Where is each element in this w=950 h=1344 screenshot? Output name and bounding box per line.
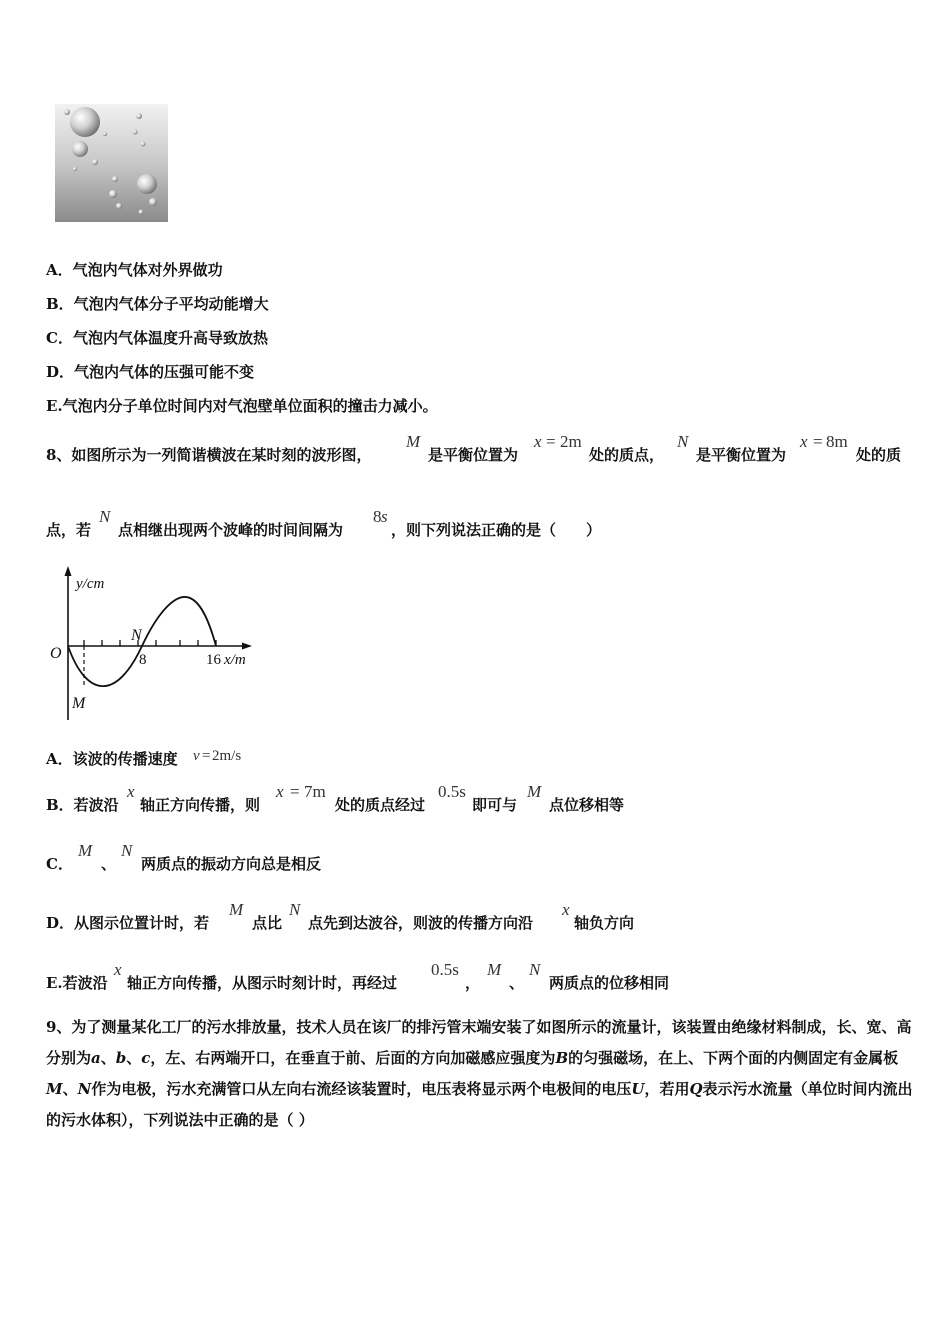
q7-option-d: D．气泡内气体的压强可能不变 (46, 363, 255, 381)
wave-graph (46, 562, 266, 722)
graph-label-m: M (72, 695, 86, 712)
q7-option-a: A．气泡内气体对外界做功 (46, 261, 223, 279)
graph-tick-16: 16 (206, 652, 221, 668)
graph-x-label: x/m (224, 652, 246, 668)
q7-option-e: E.气泡内分子单位时间内对气泡壁单位面积的撞击力减小。 (46, 397, 438, 415)
graph-label-n: N (131, 627, 142, 644)
graph-origin: O (50, 645, 62, 662)
graph-tick-8: 8 (139, 652, 147, 668)
q7-option-b: B．气泡内气体分子平均动能增大 (46, 295, 269, 313)
bubbles-photo (55, 104, 168, 222)
graph-y-label: y/cm (76, 576, 105, 592)
q9-stem: 9、为了测量某化工厂的污水排放量，技术人员在该厂的排污管末端安装了如图所示的流量计，该装置由绝缘材料制成，长、宽、高分别为a、b、c，左、右两端开口，在垂直于前、后面的方向加磁感应强度为B的匀强磁场，在上、下两个面的内侧固定有金属板M、N作为电极，污水充满管口从左向右流经该装置时，电压表将显示两个电极间的电压U，若用Q表示污水流量（单位时间内流出的污水体积），下列说法中正确的是（ ） (46, 1018, 913, 1129)
q7-option-c: C．气泡内气体温度升高导致放热 (46, 329, 268, 347)
